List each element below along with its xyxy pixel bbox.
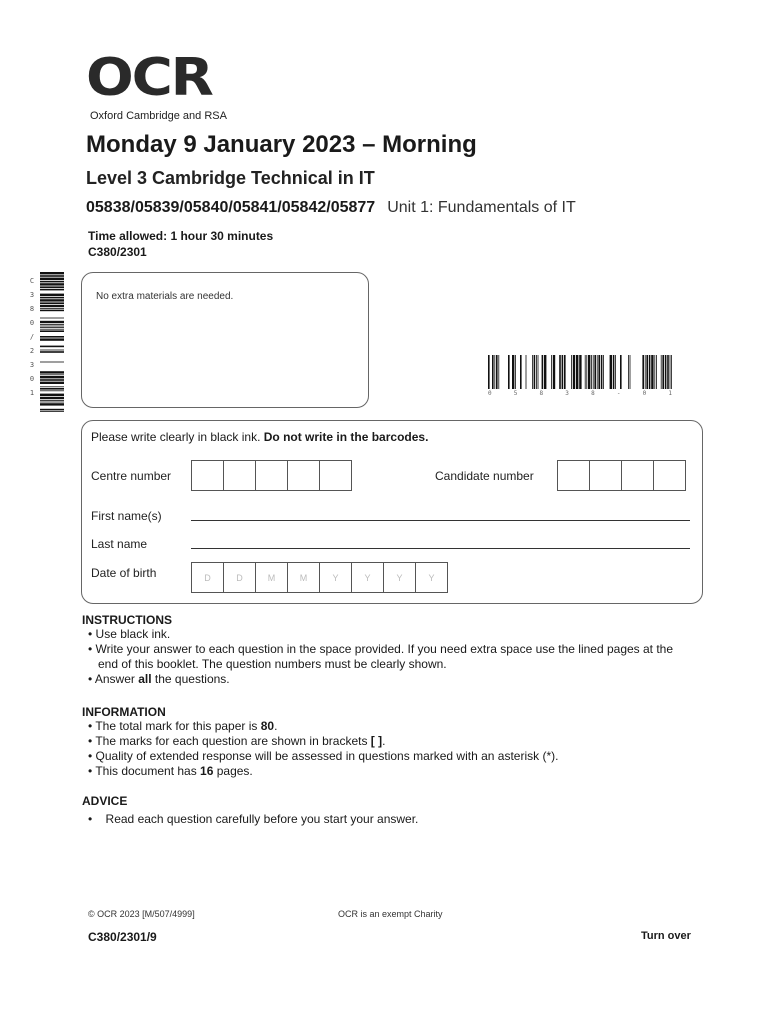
dob-cell[interactable]: Y <box>415 562 448 593</box>
logo-subtitle: Oxford Cambridge and RSA <box>90 110 227 122</box>
side-digit: 0 <box>29 375 35 383</box>
side-digit: 2 <box>29 347 35 355</box>
footer-charity: OCR is an exempt Charity <box>338 909 443 919</box>
advice-section <box>82 794 695 827</box>
centre-number-boxes[interactable] <box>191 460 351 491</box>
barcode-digit: 0 <box>642 390 647 397</box>
side-digit: / <box>29 333 35 341</box>
dob-cell[interactable]: D <box>191 562 224 593</box>
write-note-warning: Do not write in the barcodes. <box>263 430 429 444</box>
exam-date: Monday 9 January 2023 – Morning <box>86 131 477 158</box>
candidate-number-cell[interactable] <box>589 460 622 491</box>
information-item: • The marks for each question are shown in brackets [ ]. <box>88 734 386 748</box>
side-digit: 3 <box>29 291 35 299</box>
barcode-digit: 8 <box>591 390 595 397</box>
barcode-digit: 0 <box>488 390 492 397</box>
ocr-logo: OCR <box>86 48 212 108</box>
side-digit: 8 <box>29 305 35 313</box>
first-name-label: First name(s) <box>91 509 162 523</box>
side-barcode-digits <box>28 274 36 400</box>
materials-text: No extra materials are needed. <box>96 291 234 302</box>
information-heading: INFORMATION <box>82 705 166 719</box>
first-name-line[interactable] <box>191 520 690 521</box>
time-allowed: Time allowed: 1 hour 30 minutes <box>88 229 274 243</box>
barcode-digit: - <box>616 390 621 397</box>
barcode-digit: 3 <box>565 390 569 397</box>
footer-paper-reference: C380/2301/9 <box>88 930 157 944</box>
write-note-text: Please write clearly in black ink. <box>91 430 264 444</box>
advice-heading: ADVICE <box>82 794 128 808</box>
candidate-number-label: Candidate number <box>435 469 534 483</box>
centre-number-cell[interactable] <box>223 460 256 491</box>
centre-number-cell[interactable] <box>255 460 288 491</box>
qualification-title: Level 3 Cambridge Technical in IT <box>86 168 375 188</box>
last-name-label: Last name <box>91 537 148 551</box>
candidate-number-boxes[interactable] <box>557 460 685 491</box>
date-of-birth-label: Date of birth <box>91 566 157 580</box>
side-digit: C <box>29 277 35 285</box>
instructions-section <box>82 613 688 687</box>
write-note <box>91 430 428 444</box>
candidate-number-cell[interactable] <box>621 460 654 491</box>
advice-item: • Read each question carefully before you start your answer. <box>88 812 419 826</box>
instruction-item: • Answer all the questions. <box>88 672 230 686</box>
date-of-birth-boxes[interactable] <box>191 562 447 593</box>
barcode-digit: 8 <box>539 390 544 397</box>
main-barcode <box>488 355 672 389</box>
footer-copyright: © OCR 2023 [M/507/4999] <box>88 909 195 919</box>
side-digit: 3 <box>29 361 35 369</box>
unit-line <box>86 199 576 217</box>
centre-number-cell[interactable] <box>191 460 224 491</box>
paper-reference: C380/2301 <box>88 245 147 259</box>
dob-cell[interactable]: Y <box>319 562 352 593</box>
dob-cell[interactable]: M <box>287 562 320 593</box>
centre-number-cell[interactable] <box>287 460 320 491</box>
instruction-item: • Use black ink. <box>88 627 171 641</box>
instruction-item: • Write your answer to each question in the space provided. If you need extra space use the lined pages at the end of this booklet. The question numbers must be clearly shown. <box>88 642 674 671</box>
candidate-number-cell[interactable] <box>653 460 686 491</box>
information-item: • The total mark for this paper is 80. <box>88 719 278 733</box>
side-digit: 1 <box>29 389 35 397</box>
unit-codes: 05838/05839/05840/05841/05842/05877 <box>86 199 376 216</box>
information-item: • This document has 16 pages. <box>88 764 253 778</box>
barcode-digit: 1 <box>668 390 672 397</box>
side-barcode <box>40 272 64 412</box>
centre-number-label: Centre number <box>91 469 172 483</box>
dob-cell[interactable]: D <box>223 562 256 593</box>
side-digit: 0 <box>29 319 35 327</box>
dob-cell[interactable]: Y <box>383 562 416 593</box>
turn-over-label: Turn over <box>641 930 691 942</box>
instructions-heading: INSTRUCTIONS <box>82 613 172 627</box>
centre-number-cell[interactable] <box>319 460 352 491</box>
unit-title: Unit 1: Fundamentals of IT <box>387 199 576 216</box>
dob-cell[interactable]: Y <box>351 562 384 593</box>
dob-cell[interactable]: M <box>255 562 288 593</box>
barcode-digit: 5 <box>513 390 518 397</box>
main-barcode-digits <box>488 390 672 397</box>
candidate-number-cell[interactable] <box>557 460 590 491</box>
information-section <box>82 705 688 779</box>
information-item: • Quality of extended response will be assessed in questions marked with an asterisk (*). <box>88 749 559 763</box>
last-name-line[interactable] <box>191 548 690 549</box>
